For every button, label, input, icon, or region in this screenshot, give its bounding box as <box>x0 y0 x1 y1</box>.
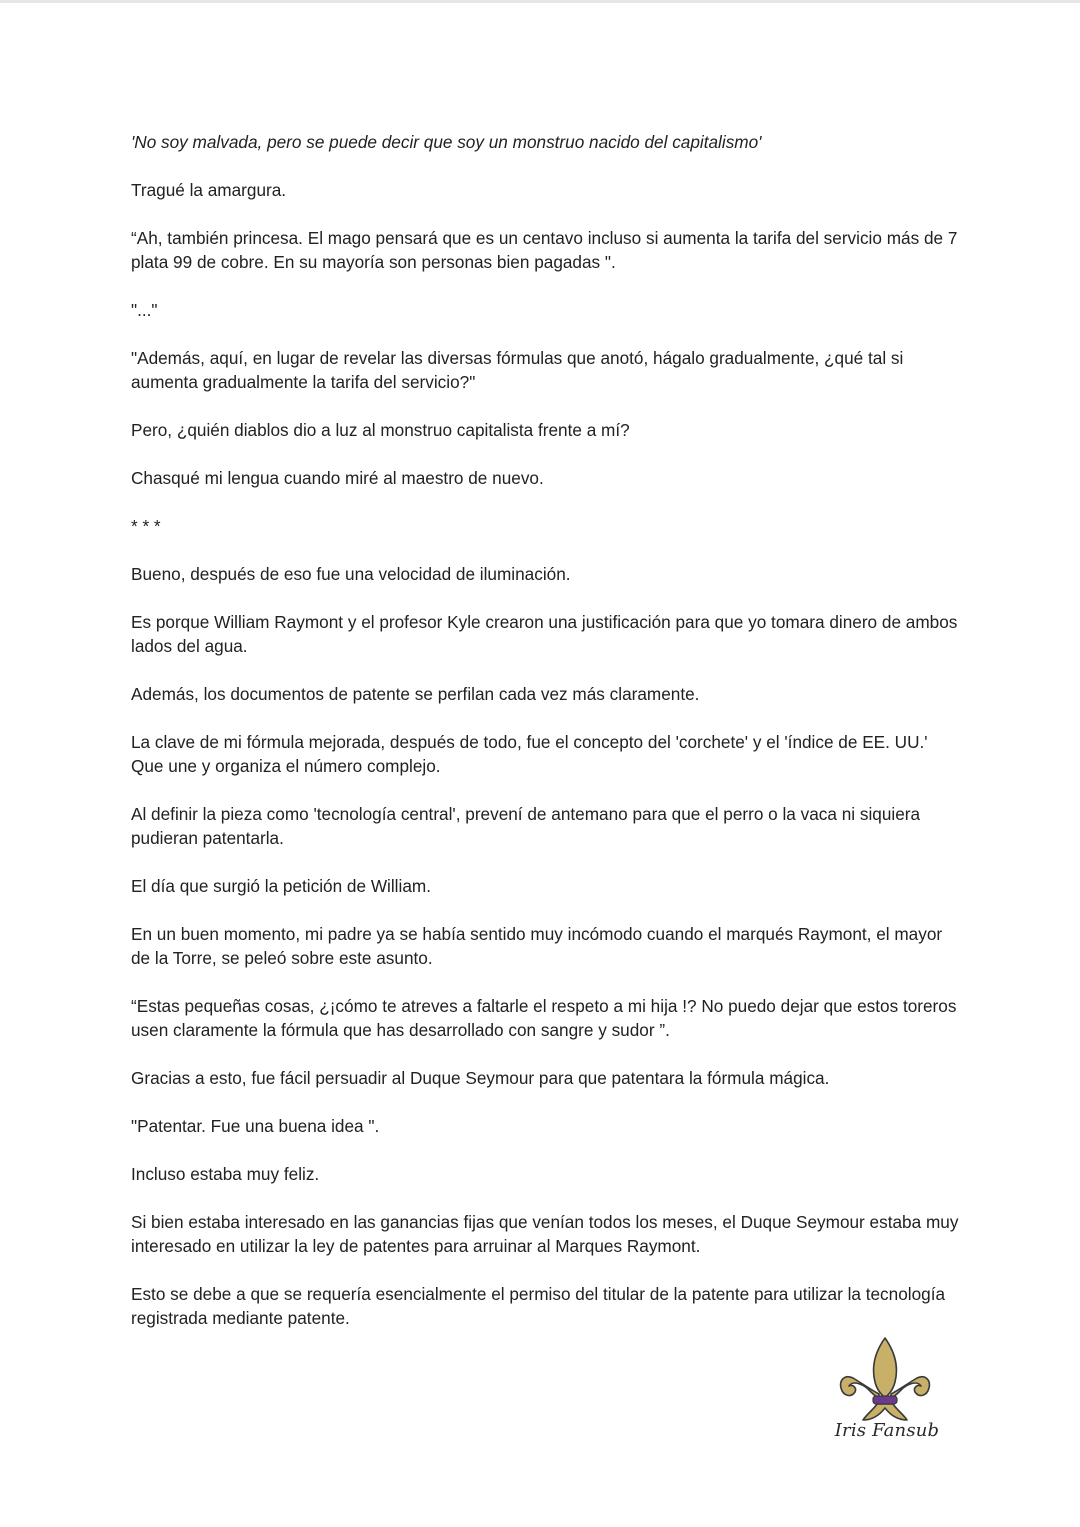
paragraph: El día que surgió la petición de William. <box>131 876 431 896</box>
paragraph: Es porque William Raymont y el profesor Kyle crearon una justificación para que yo tomara dinero de ambos lados del agua. <box>131 612 963 656</box>
paragraph: Si bien estaba interesado en las ganancias fijas que venían todos los meses, el Duque Seymour estaba muy interesado en utilizar la ley de patentes para arruinar al Marques Raymont. <box>131 1212 964 1256</box>
paragraph: * * * <box>131 516 161 536</box>
paragraph: “Ah, también princesa. El mago pensará que es un centavo incluso si aumenta la tarifa del servicio más de 7 plata 99 de cobre. En su mayoría son personas bien pagadas ". <box>131 228 963 272</box>
paragraph: Al definir la pieza como 'tecnología central', prevení de antemano para que el perro o la vaca ni siquiera pudieran patentarla. <box>131 804 925 848</box>
page-top-edge <box>0 0 1080 3</box>
paragraph: “Estas pequeñas cosas, ¿¡cómo te atreves a faltarle el respeto a mi hija !? No puedo dejar que estos toreros usen claramente la fórmula que has desarrollado con sangre y sudor ”. <box>131 996 962 1040</box>
paragraph: Bueno, después de eso fue una velocidad de iluminación. <box>131 564 571 584</box>
paragraph: Incluso estaba muy feliz. <box>131 1164 320 1184</box>
document-page <box>131 130 964 1354</box>
paragraph: En un buen momento, mi padre ya se había sentido muy incómodo cuando el marqués Raymont, el mayor de la Torre, se peleó sobre este asunto. <box>131 924 947 968</box>
fleur-de-lis-icon <box>837 1336 933 1424</box>
paragraph: "Además, aquí, en lugar de revelar las diversas fórmulas que anotó, hágalo gradualmente, ¿qué tal si aumenta gradualmente la tarifa del servicio?" <box>131 348 909 392</box>
paragraph: Chasqué mi lengua cuando miré al maestro de nuevo. <box>131 468 544 488</box>
paragraph: Pero, ¿quién diablos dio a luz al monstruo capitalista frente a mí? <box>131 420 630 440</box>
logo-text: Iris Fansub <box>834 1420 940 1441</box>
paragraph: Tragué la amargura. <box>131 180 287 200</box>
paragraph: 'No soy malvada, pero se puede decir que soy un monstruo nacido del capitalismo' <box>131 132 762 152</box>
paragraph: "Patentar. Fue una buena idea ". <box>131 1116 380 1136</box>
paragraph: "..." <box>131 300 158 320</box>
paragraph: Además, los documentos de patente se perfilan cada vez más claramente. <box>131 684 700 704</box>
paragraph: Esto se debe a que se requería esencialmente el permiso del titular de la patente para utilizar la tecnología registrada mediante patente. <box>131 1284 950 1328</box>
paragraph: Gracias a esto, fue fácil persuadir al Duque Seymour para que patentara la fórmula mágica. <box>131 1068 830 1088</box>
iris-fansub-logo <box>832 1336 942 1454</box>
paragraph: La clave de mi fórmula mejorada, después de todo, fue el concepto del 'corchete' y el 'índice de EE. UU.' Que une y organiza el número complejo. <box>131 732 933 776</box>
